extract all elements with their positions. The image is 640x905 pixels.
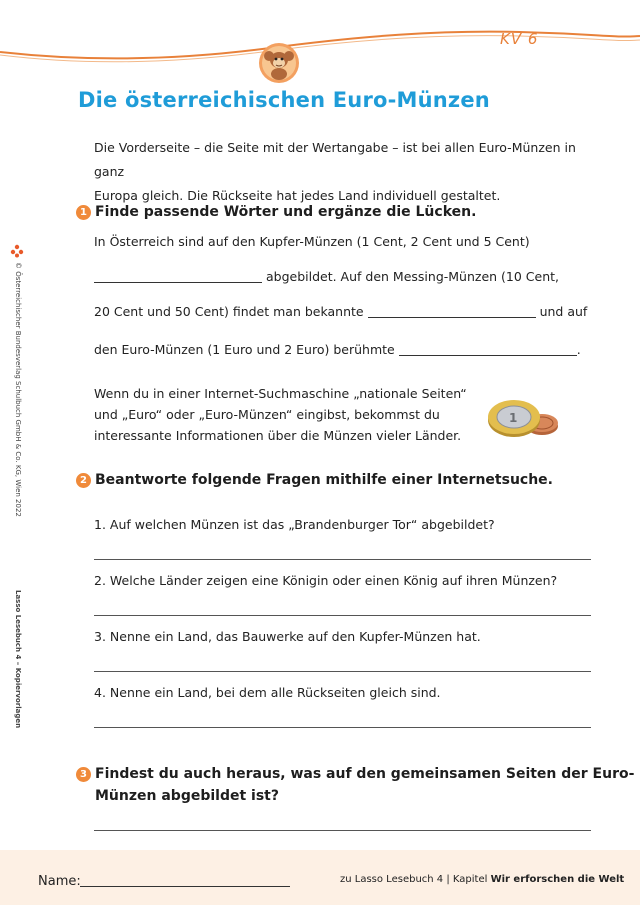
- cloze-blank-2[interactable]: [368, 303, 536, 318]
- task-1-line-4a-text: den Euro-Münzen (1 Euro und 2 Euro) berühmte: [94, 342, 395, 357]
- footer-reference-prefix: zu Lasso Lesebuch 4 | Kapitel: [340, 874, 488, 885]
- monkey-mascot-icon: [258, 42, 300, 84]
- intro-line-2: Europa gleich. Die Rückseite hat jedes Land individuell gestaltet.: [94, 188, 501, 203]
- search-hint: [94, 383, 467, 446]
- answer-line-2[interactable]: [94, 615, 591, 616]
- task-2-heading-text: Beantworte folgende Fragen mithilfe einer Internetsuche.: [95, 472, 553, 488]
- svg-text:1: 1: [509, 411, 518, 425]
- task-1-heading: [76, 204, 476, 220]
- question-1: 1. Auf welchen Münzen ist das „Brandenburger Tor“ abgebildet?: [94, 517, 495, 532]
- task-2-heading: [76, 472, 553, 488]
- answer-line-5[interactable]: [94, 830, 591, 831]
- task-1-line-3a-text: 20 Cent und 50 Cent) findet man bekannte: [94, 304, 364, 319]
- task-1-number: 1: [76, 205, 91, 220]
- task-3-number: 3: [76, 767, 91, 782]
- name-field-line[interactable]: [80, 886, 290, 887]
- task-1-line-1: In Österreich sind auf den Kupfer-Münzen (1 Cent, 2 Cent und 5 Cent): [94, 234, 530, 249]
- question-2: 2. Welche Länder zeigen eine Königin oder einen König auf ihren Münzen?: [94, 573, 558, 588]
- intro-line-1: Die Vorderseite – die Seite mit der Wertangabe – ist bei allen Euro-Münzen in ganz: [94, 140, 576, 179]
- search-hint-line-3: interessante Informationen über die Münzen vieler Länder.: [94, 428, 462, 443]
- search-hint-line-2: und „Euro“ oder „Euro-Münzen“ eingibst, bekommst du: [94, 407, 440, 422]
- name-label: Name:: [38, 874, 81, 889]
- answer-line-1[interactable]: [94, 559, 591, 560]
- task-3-heading-line-1: Findest du auch heraus, was auf den gemeinsamen Seiten der Euro-: [95, 766, 635, 782]
- publisher-logo-icon: [10, 244, 24, 258]
- task-2-number: 2: [76, 473, 91, 488]
- cloze-blank-1[interactable]: [94, 268, 262, 283]
- question-4: 4. Nenne ein Land, bei dem alle Rückseiten gleich sind.: [94, 685, 441, 700]
- answer-line-3[interactable]: [94, 671, 591, 672]
- page-title: Die österreichischen Euro-Münzen: [78, 88, 490, 112]
- question-3: 3. Nenne ein Land, das Bauwerke auf den Kupfer-Münzen hat.: [94, 629, 481, 644]
- task-1-line-2: [94, 265, 559, 289]
- intro-paragraph: [94, 136, 594, 208]
- task-3-heading-line-2: Münzen abgebildet ist?: [95, 788, 279, 804]
- task-1-line-3b-text: und auf: [539, 304, 588, 319]
- task-1-line-4b-text: .: [576, 342, 581, 357]
- copyright-side-text: [13, 262, 25, 517]
- footer-reference: [340, 874, 624, 885]
- task-3-heading: [76, 763, 634, 807]
- task-1-line-2-text: abgebildet. Auf den Messing-Münzen (10 Cent,: [265, 269, 560, 284]
- answer-line-4[interactable]: [94, 727, 591, 728]
- book-title-text: Lasso Lesebuch 4 – Kopiervorlagen: [14, 590, 22, 729]
- euro-coins-icon: [484, 392, 564, 444]
- worksheet-code: KV 6: [500, 30, 539, 48]
- task-1-line-3: [94, 300, 587, 324]
- copyright-text: © Österreichischer Bundesverlag Schulbuch GmbH & Co. KG, Wien 2022: [14, 262, 22, 517]
- task-1-heading-text: Finde passende Wörter und ergänze die Lücken.: [95, 204, 477, 220]
- header-wave: [0, 0, 640, 80]
- footer-chapter: Wir erforschen die Welt: [490, 874, 625, 885]
- search-hint-line-1: Wenn du in einer Internet-Suchmaschine „nationale Seiten“: [94, 386, 467, 401]
- book-side-text: [13, 590, 25, 729]
- cloze-blank-3[interactable]: [399, 341, 577, 356]
- task-1-line-4: [94, 338, 581, 362]
